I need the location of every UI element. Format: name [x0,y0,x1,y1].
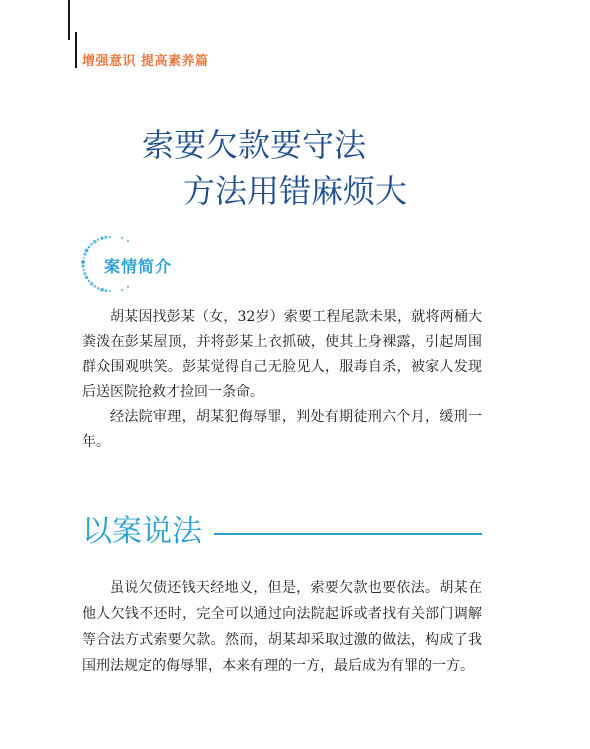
analysis-heading-rule [214,533,482,535]
article-title-line-1: 索要欠款要守法 [142,126,367,164]
article-title [0,122,590,214]
arc-dot [82,264,85,267]
section-tag: 增强意识 提高素养篇 [82,54,209,69]
arc-dot [88,280,90,282]
arc-dot [100,288,104,292]
arc-dot [127,286,129,288]
arc-dot [85,249,89,253]
arc-dot [93,285,96,288]
arc-dot [90,243,93,246]
case-summary-body [82,305,482,455]
arc-dot [121,289,123,291]
arc-dot [83,253,86,256]
arc-dot [121,237,123,239]
arc-dot [127,240,129,242]
arc-dot [104,289,107,292]
arc-dot [85,276,88,279]
arc-dot [109,290,111,292]
arc-dot [88,246,90,248]
article-title-line-2: 方法用错麻烦大 [183,172,408,210]
arc-dot [83,272,87,276]
top-decor-line-right [75,32,77,68]
arc-dot [82,269,84,271]
arc-dot [97,238,99,240]
top-decor-line-left [68,0,70,40]
case-summary-label: 案情简介 [104,257,173,276]
arc-dot [93,240,97,244]
case-paragraph-1: 胡某因找彭某（女，32岁）索要工程尾款未果，就将两桶大粪泼在彭某屋顶，并将彭某上衣抓破，使其上身裸露，引起周围群众围观哄笑。彭某觉得自己无脸见人，服毒自杀，被家人发现后送医院抢救才捡回一条命。 [82,309,482,400]
analysis-heading-row [82,512,482,552]
arc-dot [81,260,85,264]
arc-dot [100,237,103,240]
arc-dot [97,287,99,289]
analysis-body [82,575,482,679]
case-summary-badge [78,232,208,296]
analysis-paragraph-1: 虽说欠债还钱天经地义，但是，索要欠款也要依法。胡某在他人欠钱不还时，完全可以通过向法院起诉或者找有关部门调解等合法方式索要欠款。然而，胡某却采取过激的做法，构成了我国刑法规定的侮辱罪，本来有理的一方，最后成为有罪的一方。 [82,580,482,674]
analysis-heading: 以案说法 [82,514,202,549]
arc-dot [104,235,108,239]
arc-dot [82,257,84,259]
arc-dot [90,282,94,286]
case-paragraph-2: 经法院审理，胡某犯侮辱罪，判处有期徒刑六个月，缓刑一年。 [82,409,482,450]
arc-dot [109,236,111,238]
